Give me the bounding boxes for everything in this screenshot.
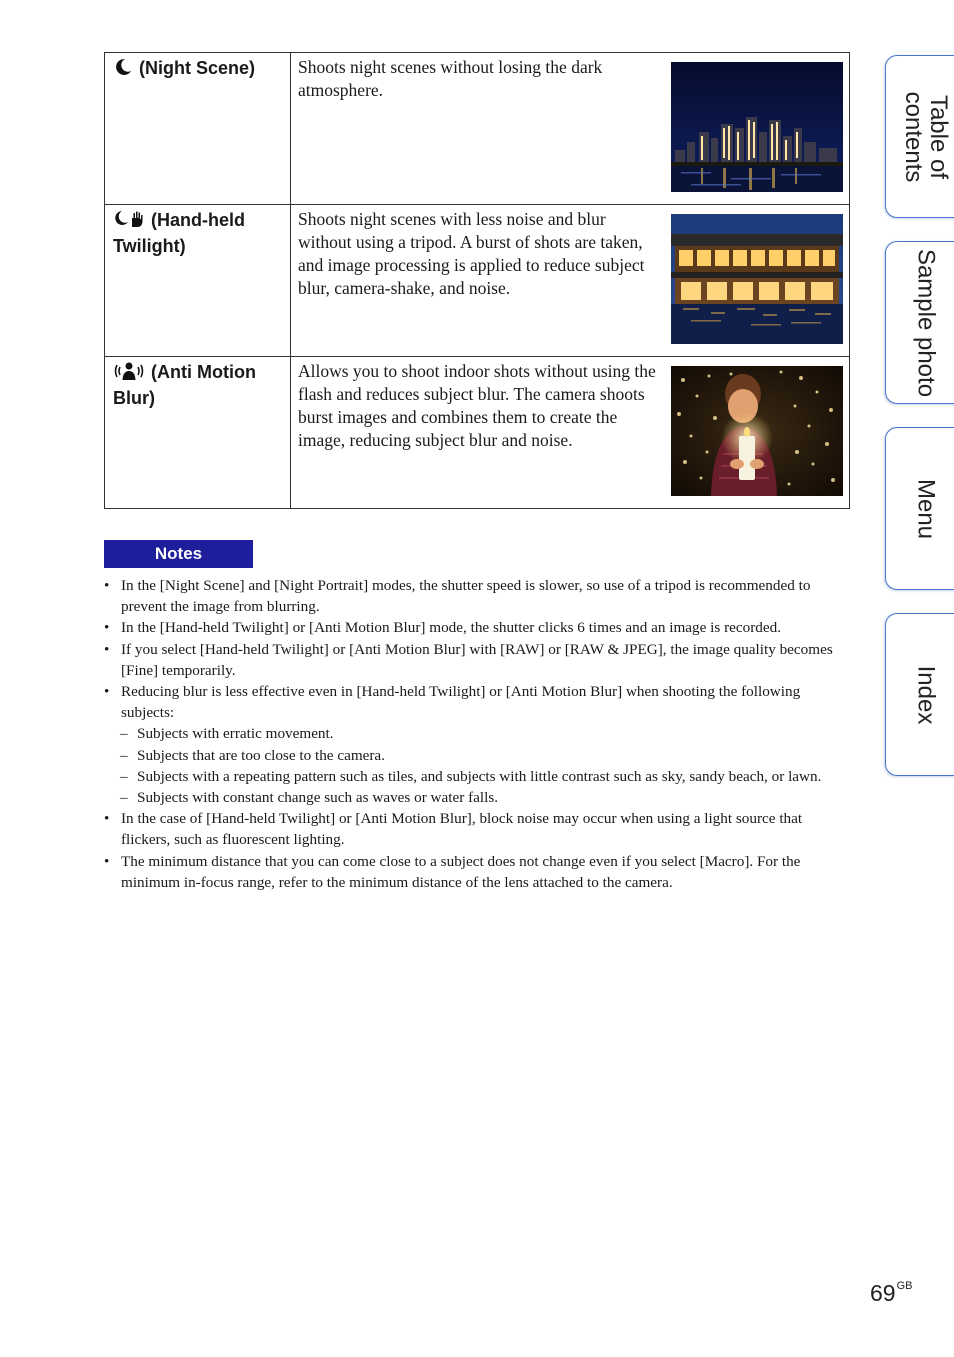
page-number-suffix: GB xyxy=(896,1280,913,1292)
night-city-skyline-photo xyxy=(671,62,843,192)
tab-sample-photo-label: Sample photo xyxy=(912,248,939,397)
mode-description-cell xyxy=(291,53,850,205)
tab-index-label: Index xyxy=(912,665,939,724)
sub-list-item: – Subjects with erratic movement. xyxy=(104,723,849,744)
page-number: $69^{GB}$ xyxy=(870,1280,913,1306)
mode-name: (Night Scene) xyxy=(139,58,256,78)
lit-building-at-dusk-photo xyxy=(671,214,843,344)
sub-list-item: – Subjects with a repeating pattern such as tiles, and subjects with little contrast such as sky, sandy beach, or lawn. xyxy=(104,766,849,787)
tab-index[interactable] xyxy=(885,613,954,776)
table-row xyxy=(105,53,850,205)
list-item: • In the case of [Hand-held Twilight] or [Anti Motion Blur], block noise may occur when using a light source that flickers, such as fluorescent lighting. xyxy=(104,808,849,850)
list-item: • In the [Hand-held Twilight] or [Anti Motion Blur] mode, the shutter clicks 6 times and an image is recorded. xyxy=(104,617,849,638)
moon-icon xyxy=(113,57,133,83)
mode-description-cell xyxy=(291,205,850,357)
child-with-candle-photo xyxy=(671,366,843,496)
list-item: • Reducing blur is less effective even in [Hand-held Twilight] or [Anti Motion Blur] when shooting the following subjects: xyxy=(104,681,849,723)
mode-description: Shoots night scenes without losing the dark atmosphere. xyxy=(298,57,603,100)
mode-description-cell xyxy=(291,357,850,509)
mode-description: Shoots night scenes with less noise and blur without using a tripod. A burst of shots are taken, and image processing is applied to reduce subject blur, camera-shake, and noise. xyxy=(298,209,645,298)
tab-menu[interactable] xyxy=(885,427,954,590)
list-item: • In the [Night Scene] and [Night Portrait] modes, the shutter speed is slower, so use of a tripod is recommended to prevent the image from blurring. xyxy=(104,575,849,617)
notes-list xyxy=(104,575,849,893)
table-row xyxy=(105,357,850,509)
tab-sample-photo[interactable] xyxy=(885,241,954,404)
moon-hand-icon xyxy=(113,209,145,235)
list-item: • If you select [Hand-held Twilight] or [Anti Motion Blur] with [RAW] or [RAW & JPEG], the image quality becomes [Fine] temporarily. xyxy=(104,639,849,681)
tab-table-of-contents[interactable] xyxy=(885,55,954,218)
mode-name-cell xyxy=(105,205,291,357)
list-item: • The minimum distance that you can come close to a subject does not change even if you select [Macro]. For the minimum in-focus range, refer to the minimum distance of the lens attached to the camera. xyxy=(104,851,849,893)
tab-table-of-contents-label: Table of contents xyxy=(899,91,952,182)
mode-description: Allows you to shoot indoor shots without using the flash and reduces subject blur. The camera shoots burst images and combines them to create the image, reducing subject blur and noise. xyxy=(298,361,656,450)
person-motion-icon xyxy=(113,361,145,387)
mode-name-cell xyxy=(105,357,291,509)
mode-name: (Hand-held Twilight) xyxy=(113,210,245,256)
notes-heading: Notes xyxy=(104,540,253,568)
mode-name: (Anti Motion Blur) xyxy=(113,362,256,408)
tab-menu-label: Menu xyxy=(912,478,939,539)
mode-name-cell xyxy=(105,53,291,205)
table-row xyxy=(105,205,850,357)
scene-mode-table xyxy=(104,52,850,509)
sub-list-item: – Subjects that are too close to the camera. xyxy=(104,745,849,766)
sub-list-item: – Subjects with constant change such as waves or water falls. xyxy=(104,787,849,808)
